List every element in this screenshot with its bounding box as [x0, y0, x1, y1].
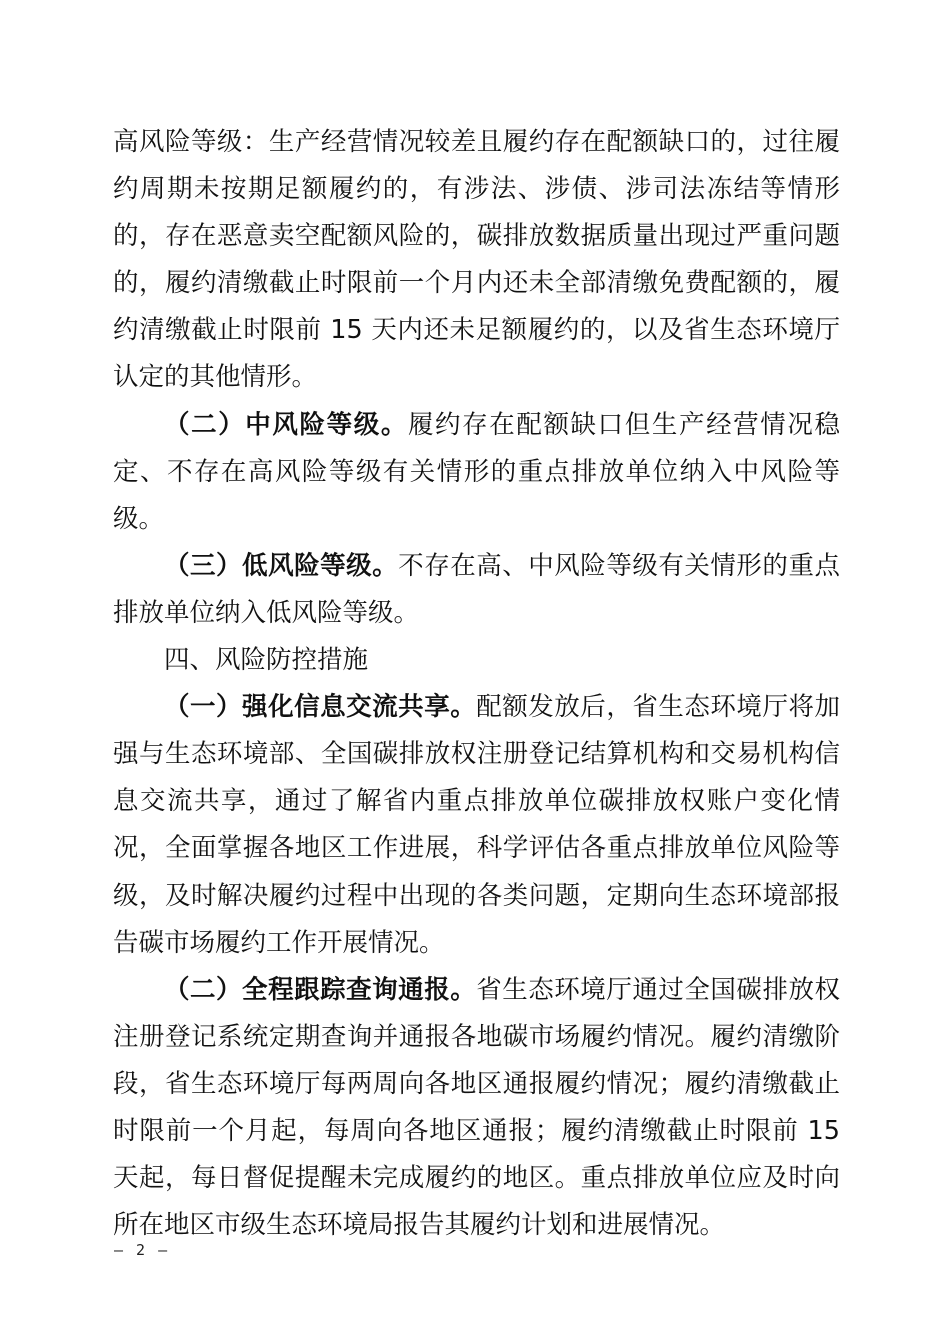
paragraph-text: 配额发放后，省生态环境厅将加强与生态环境部、全国碳排放权注册登记结算机构和交易机构信息交流共享，通过了解省内重点排放单位碳排放权账户变化情况，全面掌握各地区工作进展，科学评估各重点排放单位风险等级，及时解决履约过程中出现的各类问题，定期向生态环境部报告碳市场履约工作开展情况。: [113, 692, 840, 958]
paragraph-high-risk: [113, 119, 840, 402]
section-title: 四、风险防控措施: [164, 645, 369, 676]
paragraph-heading: （三）低风险等级。: [164, 550, 399, 581]
paragraph-text: 高风险等级：生产经营情况较差且履约存在配额缺口的，过往履约周期未按期足额履约的，有涉法、涉债、涉司法冻结等情形的，存在恶意卖空配额风险的，碳排放数据质量出现过严重问题的，履约清缴截止时限前一个月内还未全部清缴免费配额的，履约清缴截止时限前 15 天内还未足额履约的，以及省生态环境厅认定的其他情形。: [113, 127, 840, 393]
section-heading-risk-measures: [113, 637, 840, 684]
paragraph-heading: （二）全程跟踪查询通报。: [164, 974, 477, 1005]
paragraph-text: 履约存在配额缺口但生产经营情况稳定、不存在高风险等级有关情形的重点排放单位纳入中风险等级。: [113, 409, 840, 534]
document-body: [113, 119, 840, 1249]
paragraph-heading: （一）强化信息交流共享。: [164, 692, 477, 723]
paragraph-heading: （二）中风险等级。: [164, 409, 408, 440]
paragraph-medium-risk: [113, 402, 840, 543]
page-number: — 2 —: [114, 1241, 170, 1259]
paragraph-text: 不存在高、中风险等级有关情形的重点排放单位纳入低风险等级。: [113, 550, 840, 628]
paragraph-low-risk: [113, 543, 840, 637]
paragraph-tracking: [113, 967, 840, 1250]
paragraph-info-sharing: [113, 684, 840, 967]
paragraph-text: 省生态环境厅通过全国碳排放权注册登记系统定期查询并通报各地碳市场履约情况。履约清缴阶段，省生态环境厅每两周向各地区通报履约情况；履约清缴截止时限前一个月起，每周向各地区通报；履约清缴截止时限前 15 天起，每日督促提醒未完成履约的地区。重点排放单位应及时向所在地区市级生态环境局报告其履约计划和进展情况。: [113, 974, 840, 1241]
